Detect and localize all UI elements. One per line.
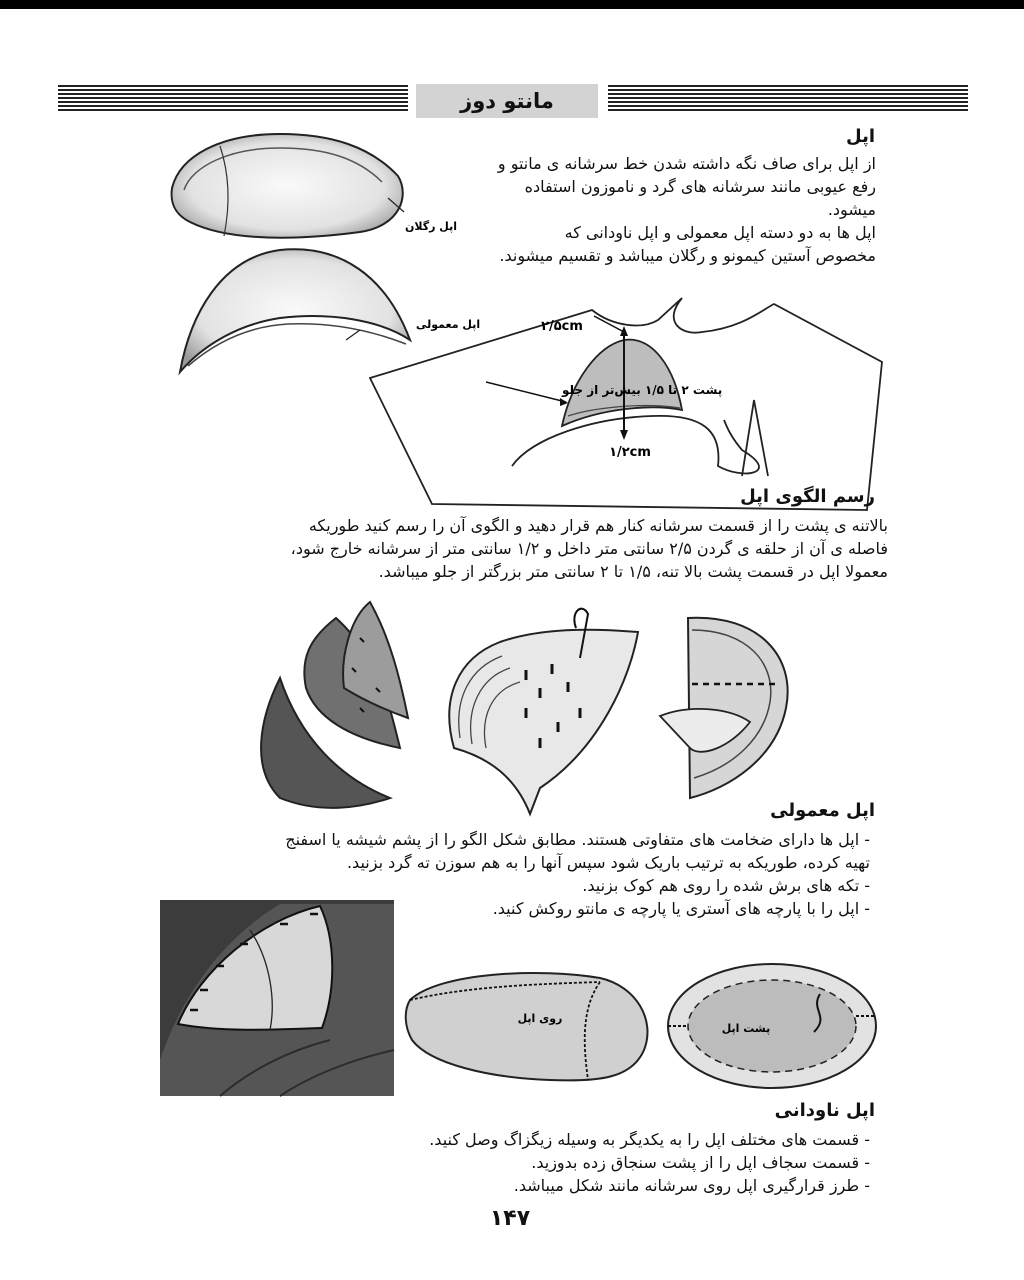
label-raglan: اپل رگلان xyxy=(405,220,458,233)
paragraph-epol xyxy=(410,152,876,267)
figure-sleeve-with-pad xyxy=(160,900,394,1096)
raglan-pad-shape xyxy=(172,134,403,238)
text-line: از اپل برای صاف نگه داشته شدن خط سرشانه ی مانتو و xyxy=(497,154,876,173)
section-heading-normal: اپل معمولی xyxy=(770,800,875,821)
paragraph-navdani xyxy=(380,1128,870,1197)
list-item: - قسمت سجاف اپل را از پشت سنجاق زده بدوزید. xyxy=(531,1153,870,1172)
list-item: - اپل ها دارای ضخامت های متفاوتی هستند. مطابق شکل الگو را از پشم شیشه یا اسفنج xyxy=(285,830,870,849)
text-line: معمولا اپل در قسمت پشت بالا تنه، ۱/۵ تا ۲ سانتی متر بزرگتر از جلو میباشد. xyxy=(378,562,888,581)
list-item: - طرز قرارگیری اپل روی سرشانه مانند شکل میباشد. xyxy=(513,1176,870,1195)
header-rule-right xyxy=(608,85,968,111)
pad-open xyxy=(688,618,788,798)
gutter-pad-front xyxy=(406,973,648,1080)
page-title-text: مانتو دوز xyxy=(460,89,554,113)
list-item: تهیه کرده، طوریکه به ترتیب باریک شود سپس آنها را به هم سوزن ته گرد بزنید. xyxy=(346,853,870,872)
label-pad-back: پشت اپل xyxy=(721,1022,771,1035)
label-normal: اپل معمولی xyxy=(416,318,481,331)
list-item: - تکه های برش شده را روی هم کوک بزنید. xyxy=(582,876,870,895)
text-line: مخصوص آستین کیمونو و رگلان میباشد و تقسیم میشوند. xyxy=(499,246,876,265)
list-item: - اپل را با پارچه های آستری یا پارچه ی مانتو روکش کنید. xyxy=(492,899,870,918)
header-rule-left xyxy=(58,85,408,111)
text-line: میشود. xyxy=(827,200,876,219)
label-pad-front: روی اپل xyxy=(517,1012,563,1025)
text-line: بالاتنه ی پشت را از قسمت سرشانه کنار هم قرار دهید و الگوی آن را رسم کنید طوریکه xyxy=(308,516,888,535)
text-line: اپل ها به دو دسته اپل معمولی و اپل ناودانی که xyxy=(564,223,876,242)
page-title xyxy=(416,84,598,118)
label-2-5cm: ۲/۵cm xyxy=(541,319,583,334)
text-line: رفع عیوبی مانند سرشانه های گرد و ناموزون استفاده xyxy=(524,177,876,196)
label-1-2cm: ۱/۲cm xyxy=(609,445,651,460)
section-heading-navdani: اپل ناودانی xyxy=(774,1100,875,1121)
pad-stitched xyxy=(449,630,638,814)
figure-gutter-pad xyxy=(400,960,880,1090)
top-black-bar xyxy=(0,0,1024,9)
section-heading-epol: اپل xyxy=(846,126,875,147)
figure-normal-pad-construction xyxy=(240,598,800,818)
text-line: فاصله ی آن از حلقه ی گردن ۲/۵ سانتی متر داخل و ۱/۲ سانتی متر از سرشانه خارج شود، xyxy=(290,539,888,558)
list-item: - قسمت های مختلف اپل را به یکدیگر به وسیله زیگزاگ وصل کنید. xyxy=(429,1130,870,1149)
label-back-difference: پشت ۲ تا ۱/۵ بیش‌تر از جلو xyxy=(562,383,723,397)
section-heading-drawing: رسم الگوی اپل xyxy=(740,486,875,507)
page-number: ۱۴۷ xyxy=(489,1206,531,1231)
paragraph-drawing xyxy=(150,514,888,583)
